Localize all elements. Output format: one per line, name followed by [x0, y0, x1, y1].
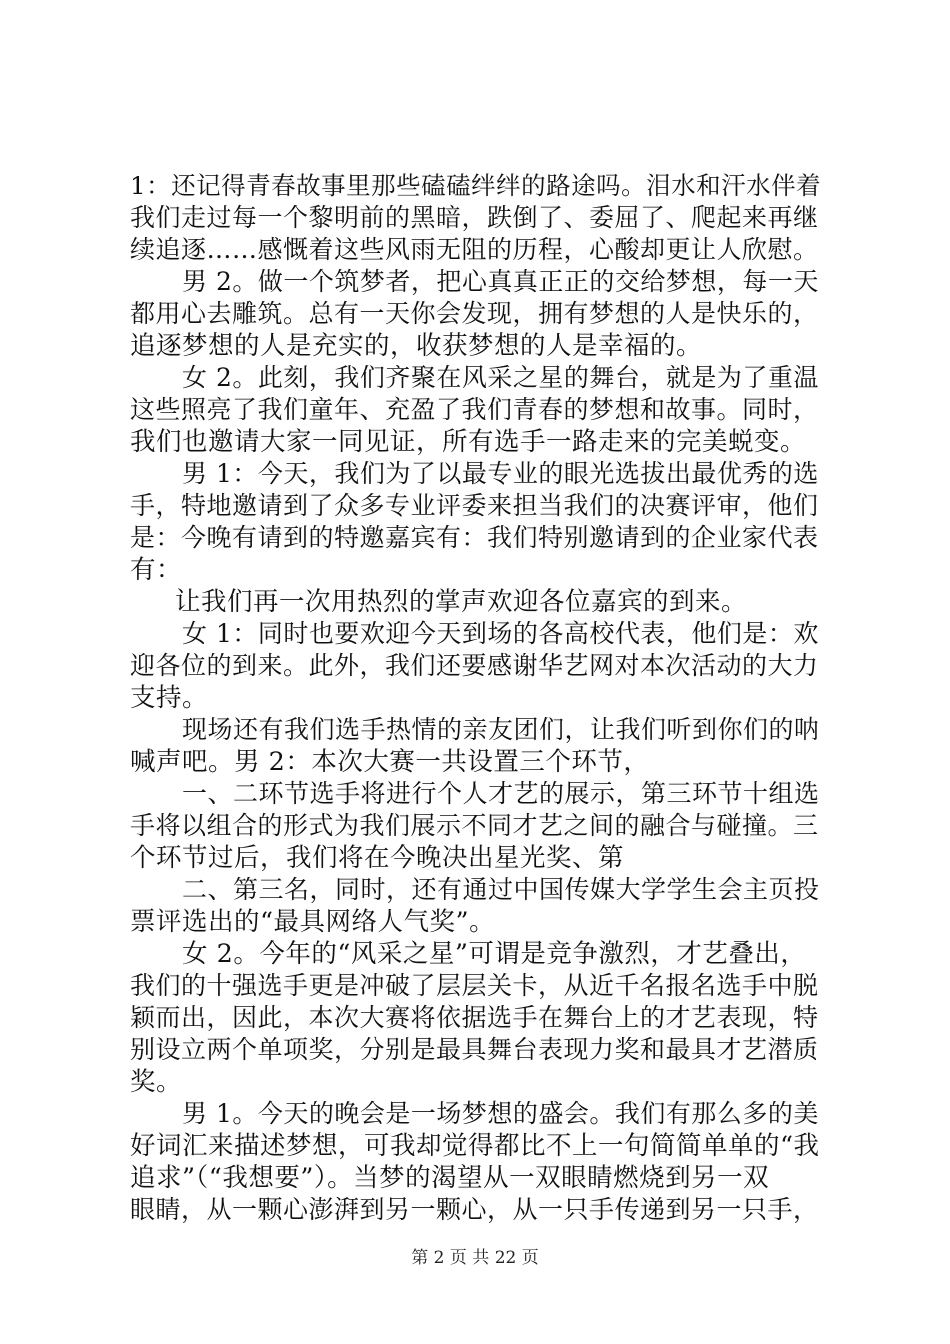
text-line: 迎各位的到来。此外，我们还要感谢华艺网对本次活动的大力 — [130, 651, 819, 680]
text-line: 追逐梦想的人是充实的，收获梦想的人是幸福的。 — [130, 331, 703, 361]
text-line: 是：今晚有请到的特邀嘉宾有：我们特别邀请到的企业家代表 — [130, 523, 819, 552]
text-line: 我们也邀请大家一同见证，所有选手一路走来的完美蜕变。 — [130, 427, 807, 457]
text-line: 别设立两个单项奖，分别是最具舞台表现力奖和最具才艺潜质 — [130, 1035, 819, 1064]
text-line: 让我们再一次用热烈的掌声欢迎各位嘉宾的到来。 — [175, 587, 748, 617]
text-line: 好词汇来描述梦想，可我却觉得都比不上一句简简单单的“我 — [130, 1131, 820, 1161]
text-line: 我们的十强选手更是冲破了层层关卡，从近千名报名选手中脱 — [130, 971, 819, 1000]
text-line: 颖而出，因此，本次大赛将依据选手在舞台上的才艺表现，特 — [130, 1003, 819, 1032]
text-line: 个环节过后，我们将在今晚决出星光奖、第 — [130, 843, 625, 873]
text-line: 这些照亮了我们童年、充盈了我们青春的梦想和故事。同时， — [130, 395, 819, 424]
text-line: 手，特地邀请到了众多专业评委来担当我们的决赛评审，他们 — [130, 491, 819, 520]
text-line: 现场还有我们选手热情的亲友团们，让我们听到你们的呐 — [182, 715, 820, 744]
text-line: 我们走过每一个黎明前的黑暗，跌倒了、委屈了、爬起来再继 — [130, 203, 819, 232]
body-text — [130, 170, 830, 1226]
text-line: 一、二环节选手将进行个人才艺的展示，第三环节十组选 — [182, 779, 820, 808]
text-line: 都用心去雕筑。总有一天你会发现，拥有梦想的人是快乐的， — [130, 299, 819, 328]
text-line: 票评选出的“最具网络人气奖”。 — [130, 907, 496, 937]
text-line: 续追逐……感慨着这些风雨无阻的历程，心酸却更让人欣慰。 — [130, 235, 819, 264]
text-line: 男 1。今天的晚会是一场梦想的盛会。我们有那么多的美 — [182, 1099, 819, 1128]
text-line: 追求”（“我想要”）。当梦的渴望从一双眼睛燃烧到另一双 — [130, 1163, 770, 1193]
text-line: 女 2。此刻，我们齐聚在风采之星的舞台，就是为了重温 — [182, 363, 819, 392]
text-line: 女 2。今年的“风采之星”可谓是竞争激烈，才艺叠出， — [182, 939, 807, 969]
text-line: 奖。 — [130, 1067, 183, 1097]
text-line: 女 1：同时也要欢迎今天到场的各高校代表，他们是：欢 — [182, 619, 819, 648]
text-line: 1：还记得青春故事里那些磕磕绊绊的路途吗。泪水和汗水伴着 — [130, 171, 822, 200]
page-footer: 第 2 页 共 22 页 — [411, 1248, 539, 1268]
text-line: 二、第三名，同时，还有通过中国传媒大学学生会主页投 — [182, 875, 820, 904]
text-line: 喊声吧。男 2：本次大赛一共设置三个环节， — [130, 747, 650, 777]
text-line: 眼睛，从一颗心澎湃到另一颗心，从一只手传递到另一只手， — [130, 1195, 819, 1224]
text-line: 有： — [130, 555, 183, 585]
text-line: 男 2。做一个筑梦者，把心真真正正的交给梦想，每一天 — [182, 267, 819, 296]
text-line: 男 1：今天，我们为了以最专业的眼光选拔出最优秀的选 — [182, 459, 819, 488]
text-line: 支持。 — [130, 683, 209, 713]
text-line: 手将以组合的形式为我们展示不同才艺之间的融合与碰撞。三 — [130, 811, 819, 840]
